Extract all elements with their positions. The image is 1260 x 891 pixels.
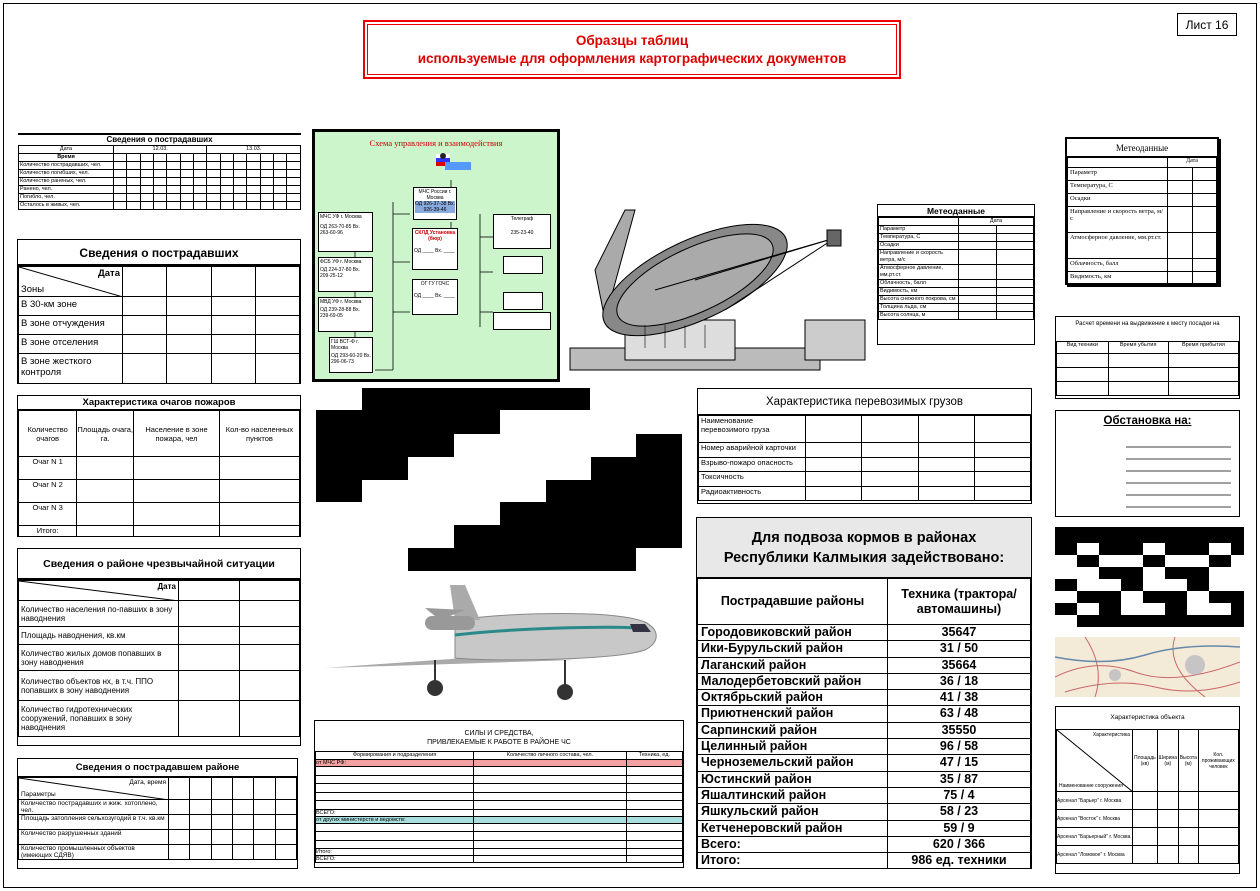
table-row: Очаг N 2: [19, 480, 300, 503]
table-row: Кетченеровский район 59 / 9: [698, 820, 1031, 836]
kalmykia-title-2: Республики Калмыкия задействовано:: [723, 550, 1005, 566]
forces-grid: Формирования и подразделения Количество личного состава, чел. Техника, ед. от МЧС РФ: ВСЕГО: от других министерств и ведомств: Итого: ВСЕГО:: [315, 751, 683, 863]
table-row: Осадки: [1068, 194, 1217, 207]
table-row: Атмосферное давление, мм.рт.ст.: [879, 265, 1034, 280]
node-mid1: СКЛД Установка (бюр): [414, 230, 456, 242]
table-row: Городовиковский район 35647: [698, 625, 1031, 641]
node-left3: МВД УФ г. Москва: [320, 299, 362, 305]
table-row: Ранено, чел.: [19, 186, 301, 194]
control-scheme: [312, 129, 560, 382]
table-row: Облачность, балл: [1068, 259, 1217, 272]
node-mid2-phone: ОД ____ Вх. ____: [414, 293, 455, 299]
table-row: Юстинский район 35 / 87: [698, 771, 1031, 787]
forces-title-1: СИЛЫ И СРЕДСТВА,: [464, 730, 534, 737]
checker-pattern: [1055, 527, 1244, 627]
fires-table: [17, 395, 301, 537]
area-victims-table: [17, 758, 298, 869]
node-top-phone: ОД 926-37-38 Вх. 926-39-46: [415, 201, 455, 213]
node-right1-phone: 235-23-40: [510, 230, 534, 236]
table-row: Осталось в живых, чел.: [19, 202, 301, 210]
table-row: Очаг N 1: [19, 457, 300, 480]
node-left2-phone: ОД 224-37-80 Вх. 209-25-12: [320, 267, 360, 279]
satellite-dish-illustration: [565, 200, 875, 375]
node-left4-phone: ОД 293-60-20 Вх. 296-06-73: [331, 353, 371, 365]
table-row: Яшалтинский район 75 / 4: [698, 787, 1031, 803]
victims-large-grid: Дата Зоны В 30-км зоне В зоне отчуждения В зоне отселения В зоне жесткого контроля: [18, 266, 300, 384]
table-row: Приютненский район 63 / 48: [698, 706, 1031, 722]
table-row: Целинный район 96 / 58: [698, 739, 1031, 755]
node-left4: ГШ ВСТ-Ф г. Москва: [331, 339, 359, 351]
sheet-label: Лист 16: [1177, 13, 1237, 36]
scheme-title: Схема управления и взаимодействия: [369, 138, 503, 148]
victims-small-grid: Дата 12.03. 13.03. Время Количество пострадавших, чел. Количество погибших, чел. Количество раненых, чел. Ранено, чел. Погибло, чел. Осталось в живых, чел.: [18, 145, 301, 210]
node-left3-phone: ОД 239-28-88 Вх. 239-69-05: [320, 307, 360, 319]
table-row: Направление и скорость ветра, м/с: [879, 250, 1034, 265]
table-row: Итого: 986 ед. техники: [698, 853, 1031, 869]
node-mid1-phone: ОД ____ Вх. ____: [414, 248, 455, 254]
table-row: Температура, С: [1068, 181, 1217, 194]
victims-large-title: Сведения о пострадавших: [18, 240, 300, 266]
kalmykia-title-1: Для подвоза кормов в районах: [751, 530, 977, 546]
table-row: Всего: 620 / 366: [698, 836, 1031, 852]
table-row: Видимость, км: [1068, 272, 1217, 285]
meteo-center-title: Метеоданные: [878, 205, 1034, 217]
time-calc-table: [1055, 316, 1240, 399]
table-row: Арсенал "Ломовое" г. Москва: [1057, 846, 1239, 864]
map-thumbnail: [1055, 637, 1240, 697]
airplane-illustration: [315, 580, 685, 705]
table-row: Температура, С: [879, 234, 1034, 242]
meteo-right-grid: Дата Параметр Температура, С Осадки Направление и скорость ветра, м/с Атмосферное давление, мм.рт.ст. Облачность, балл Видимость, км: [1067, 157, 1217, 285]
table-row: Количество жилых домов попавших в зону наводнения: [19, 645, 300, 671]
object-char-title: Характеристика объекта: [1110, 714, 1185, 721]
table-row: Итого:: [19, 526, 300, 538]
node-right4: [493, 312, 551, 330]
table-row: Направление и скорость ветра, м/с: [1068, 207, 1217, 233]
table-row: Количество промышленных объектов (имеющих СДЯВ): [19, 845, 297, 860]
table-row: Площадь наводнения, кв.км: [19, 627, 300, 645]
emergency-grid: Дата Количество населения по-павших в зону наводнения Площадь наводнения, кв.км Количество жилых домов попавших в зону наводнения Количество объектов нх, в т.ч. ППО попавших в зону наводнения Количество гидротехнических сооружений, попавших в зону наводнения: [18, 580, 300, 737]
table-row: В 30-км зоне: [19, 297, 300, 316]
table-row: Ики-Бурульский район 31 / 50: [698, 641, 1031, 657]
object-char-grid: Характеристика Наименование сооружения Площадь (кв) Ширина (м) Высота (м) Кол. проживающих человек Арсенал "Барьер" г. Москва Арсенал "Восток" г. Москва Арсенал "Барьерный" г. Москва Арсенал "Ломовое" г. Москва: [1056, 729, 1239, 864]
table-row: Параметр: [879, 226, 1034, 234]
table-row: Количество пострадавших, чел.: [19, 162, 301, 170]
table-row: Токсичность: [699, 472, 1031, 487]
table-row: Наименование перевозимого груза: [699, 416, 1031, 443]
node-left1-phone: ОД 263-70-85 Вх. 263-60-96: [320, 224, 360, 236]
table-row: Время: [19, 154, 301, 162]
node-top: МЧС России г. Москва: [418, 189, 452, 201]
situation-lines: [1056, 427, 1240, 517]
area-victims-title: Сведения о пострадавшем районе: [18, 759, 297, 777]
meteo-right-title: Метеоданные: [1067, 139, 1217, 157]
table-row: Малодербетовский район 36 / 18: [698, 673, 1031, 689]
table-row: В зоне жесткого контроля: [19, 354, 300, 384]
table-row: Черноземельский район 47 / 15: [698, 755, 1031, 771]
situation-title: Обстановка на:: [1103, 415, 1192, 427]
meteo-center-grid: Дата Параметр Температура, С Осадки Направление и скорость ветра, м/с Атмосферное давление, мм.рт.ст. Облачность, балл Видимость, км Высота снежного покрова, см Толщина льда, см Высота солнца, м: [878, 217, 1034, 320]
table-row: Взрыво-пожаро опасность: [699, 457, 1031, 472]
table-row: Арсенал "Барьерный" г. Москва: [1057, 828, 1239, 846]
kalmykia-table: [696, 517, 1032, 869]
table-row: Арсенал "Восток" г. Москва: [1057, 810, 1239, 828]
table-row: Яшкульский район 58 / 23: [698, 804, 1031, 820]
victims-large-table: [17, 239, 301, 384]
title-line-1: Образцы таблиц: [575, 32, 689, 48]
table-row: Осадки: [879, 242, 1034, 250]
table-row: Атмосферное давление, мм.рт.ст.: [1068, 233, 1217, 259]
fires-grid: Количество очагов Площадь очага, га. Население в зоне пожара, чел Кол-во населенных пунктов Очаг N 1 Очаг N 2 Очаг N 3 Итого:: [18, 410, 300, 537]
fires-title: Характеристика очагов пожаров: [18, 396, 300, 410]
node-right1: Телеграф: [510, 216, 534, 222]
node-right3: [503, 292, 543, 310]
table-row: Толщина льда, см: [879, 304, 1034, 312]
table-row: Очаг N 3: [19, 503, 300, 526]
victims-small-table: [18, 133, 301, 229]
title-line-2: используемые для оформления картографических документов: [417, 50, 847, 66]
table-row: Количество погибших, чел.: [19, 170, 301, 178]
cargo-grid: [698, 415, 1031, 501]
title-box: [363, 20, 901, 79]
time-calc-grid: Вид техники Время убытия Время прибытия: [1056, 341, 1239, 396]
meteo-center-table: [877, 204, 1035, 345]
table-row: В зоне отселения: [19, 335, 300, 354]
table-row: Количество объектов нх, в т.ч. ППО попавших в зону наводнения: [19, 671, 300, 701]
table-row: Видимость, км: [879, 288, 1034, 296]
area-victims-grid: Дата, время Параметры Количество пострадавших и жиж. хотоплено, чел. Площадь затопления сельхозугодий в т.ч. кв.км Количество разрушенных зданий Количество промышленных объектов (имеющих СДЯВ): [18, 777, 297, 860]
forces-title-2: ПРИВЛЕКАЕМЫЕ К РАБОТЕ В РАЙОНЕ ЧС: [427, 739, 571, 746]
time-calc-title: Расчет времени на выдвижение к месту посадки на: [1075, 321, 1220, 327]
table-row: Количество гидротехнических сооружений, попавших в зону наводнения: [19, 701, 300, 737]
node-left1: МЧС УФ г. Москва: [320, 214, 362, 220]
table-row: Количество разрушенных зданий: [19, 830, 297, 845]
table-row: Количество населения по-павших в зону наводнения: [19, 601, 300, 627]
staircase-pattern: [316, 388, 682, 571]
table-row: Количество пострадавших и жиж. хотоплено, чел.: [19, 800, 297, 815]
forces-table: [314, 720, 684, 868]
emergency-table: [17, 548, 301, 746]
table-row: В зоне отчуждения: [19, 316, 300, 335]
table-row: Номер аварийной карточки: [699, 443, 1031, 458]
meteo-right-table: [1065, 137, 1219, 285]
table-row: Параметр: [1068, 168, 1217, 181]
victims-small-title: Сведения о пострадавших: [18, 133, 301, 145]
object-char-table: [1055, 706, 1240, 874]
situation-box: [1055, 410, 1240, 517]
table-row: Радиоактивность: [699, 486, 1031, 501]
node-left2: ФСБ УФ г. Москва: [320, 259, 362, 265]
table-row: Лаганский район 35664: [698, 657, 1031, 673]
emergency-title: Сведения о районе чрезвычайной ситуации: [18, 549, 300, 580]
table-row: Облачность, балл: [879, 280, 1034, 288]
cargo-title: Характеристика перевозимых грузов: [698, 389, 1031, 415]
node-right2: [503, 256, 543, 274]
cargo-table: [697, 388, 1032, 504]
table-row: Арсенал "Барьер" г. Москва: [1057, 792, 1239, 810]
node-mid2: ОГ ГУ ГОЧС: [420, 281, 450, 287]
table-row: Количество раненых, чел.: [19, 178, 301, 186]
table-row: Высота снежного покрова, см: [879, 296, 1034, 304]
table-row: Площадь затопления сельхозугодий в т.ч. кв.км: [19, 815, 297, 830]
table-row: Погибло, чел.: [19, 194, 301, 202]
table-row: Высота солнца, м: [879, 312, 1034, 320]
table-row: Сарпинский район 35550: [698, 722, 1031, 738]
table-row: Октябрьский район 41 / 38: [698, 690, 1031, 706]
kalmykia-grid: Пострадавшие районы Техника (трактора/автомашины) Городовиковский район 35647 Ики-Бурульский район 31 / 50 Лаганский район 35664 Малодербетовский район 36 / 18 Октябрьский район 41 / 38 Приютненский район 63 / 48 Сарпинский район 35550 Целинный район 96 / 58 Черноземельский район 47 / 15 Юстинский район 35 / 87 Яшалтинский район 75 / 4 Яшкульский район 58 / 23 Кетченеровский район 59 / 9 Всего: 620 / 366 Итого: 986 ед. техники: [697, 578, 1031, 869]
